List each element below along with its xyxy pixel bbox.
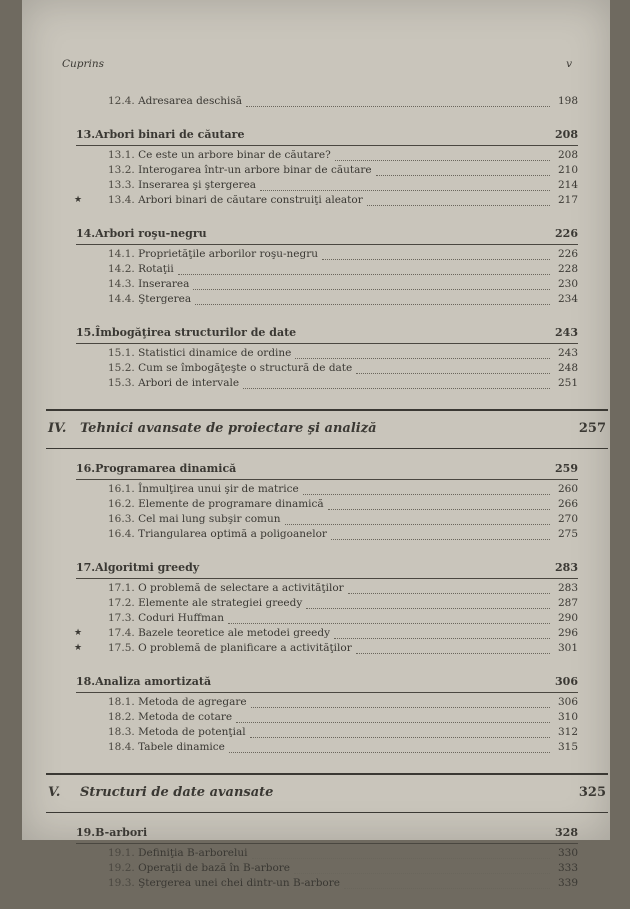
dot-leader bbox=[331, 530, 550, 540]
toc-entry bbox=[76, 193, 578, 208]
chapter-page: 208 bbox=[555, 128, 578, 141]
section-number: 17.5. bbox=[108, 642, 135, 654]
section-number: 19.1. bbox=[108, 847, 135, 859]
toc-entry bbox=[76, 376, 578, 391]
chapter-page: 283 bbox=[555, 561, 578, 574]
section-page: 217 bbox=[557, 194, 578, 206]
dot-leader bbox=[246, 97, 550, 107]
part-heading bbox=[46, 773, 608, 813]
section-page: 283 bbox=[557, 582, 578, 594]
section-number: 19.3. bbox=[108, 877, 135, 889]
toc-entry bbox=[76, 277, 578, 292]
section-page: 312 bbox=[557, 726, 578, 738]
toc-entry bbox=[76, 641, 578, 656]
section-number: 13.3. bbox=[108, 179, 135, 191]
toc-entry bbox=[76, 512, 578, 527]
dot-leader bbox=[195, 295, 550, 305]
toc-entry bbox=[76, 876, 578, 891]
chapter-heading bbox=[76, 226, 578, 242]
chapter-title: 18.Analiza amortizată bbox=[76, 675, 212, 688]
section-page: 208 bbox=[557, 149, 578, 161]
section-title: Interogarea într-un arbore binar de căutare bbox=[138, 164, 372, 176]
part-title: Structuri de date avansate bbox=[80, 785, 274, 800]
part-number: V. bbox=[48, 785, 61, 800]
part-page: 257 bbox=[578, 421, 606, 436]
toc-entry bbox=[76, 361, 578, 376]
starred-section-icon: ★ bbox=[74, 628, 83, 638]
toc-entry bbox=[76, 581, 578, 596]
section-title: Proprietăţile arborilor roşu-negru bbox=[138, 248, 319, 260]
section-page: 290 bbox=[557, 612, 578, 624]
section-title: Arbori binari de căutare construiţi aleator bbox=[138, 194, 363, 206]
section-title: Triangularea optimă a poligoanelor bbox=[138, 528, 327, 540]
section-title: Metoda de cotare bbox=[138, 711, 233, 723]
dot-leader bbox=[328, 500, 550, 510]
section-page: 296 bbox=[557, 627, 578, 639]
section-page: 306 bbox=[557, 696, 578, 708]
section-title: O problemă de planificare a activităţilor bbox=[138, 642, 352, 654]
chapter-heading bbox=[76, 325, 578, 341]
section-page: 287 bbox=[557, 597, 578, 609]
dot-leader bbox=[243, 379, 550, 389]
chapter-heading bbox=[76, 127, 578, 143]
section-page: 226 bbox=[557, 248, 578, 260]
dot-leader bbox=[356, 364, 550, 374]
table-of-contents bbox=[48, 94, 606, 909]
section-title: Cum se îmbogăţeşte o structură de date bbox=[138, 362, 353, 374]
section-page: 214 bbox=[557, 179, 578, 191]
section-number: 17.1. bbox=[108, 582, 135, 594]
chapter-heading bbox=[76, 461, 578, 477]
chapter-heading bbox=[76, 825, 578, 841]
section-page: 339 bbox=[557, 877, 578, 889]
section-page: 315 bbox=[557, 741, 578, 753]
dot-leader bbox=[228, 614, 550, 624]
section-number: 15.3. bbox=[108, 377, 135, 389]
part-title: Tehnici avansate de proiectare şi analiză bbox=[80, 421, 377, 436]
toc-entry bbox=[76, 262, 578, 277]
chapter-title: 17.Algoritmi greedy bbox=[76, 561, 200, 574]
chapter-rule bbox=[76, 145, 578, 146]
toc-entry bbox=[76, 247, 578, 262]
section-title: Inserarea şi ştergerea bbox=[138, 179, 257, 191]
section-number: 15.1. bbox=[108, 347, 135, 359]
dot-leader bbox=[236, 713, 550, 723]
section-page: 270 bbox=[557, 513, 578, 525]
part-page: 325 bbox=[578, 785, 606, 800]
section-page: 230 bbox=[557, 278, 578, 290]
toc-block bbox=[76, 825, 578, 891]
toc-entry bbox=[76, 497, 578, 512]
chapter-title: 13.Arbori binari de căutare bbox=[76, 128, 245, 141]
starred-section-icon: ★ bbox=[74, 643, 83, 653]
section-title: Inserarea bbox=[138, 278, 190, 290]
toc-entry bbox=[76, 292, 578, 307]
running-header bbox=[62, 58, 572, 74]
section-page: 251 bbox=[557, 377, 578, 389]
section-number: 18.4. bbox=[108, 741, 135, 753]
section-page: 333 bbox=[557, 862, 578, 874]
section-title: Ştergerea unei chei dintr-un B-arbore bbox=[138, 877, 340, 889]
section-number: 13.4. bbox=[108, 194, 135, 206]
section-title: Metoda de agregare bbox=[138, 696, 247, 708]
section-number: 16.1. bbox=[108, 483, 135, 495]
toc-entry bbox=[76, 861, 578, 876]
section-title: Rotaţii bbox=[138, 263, 174, 275]
section-title: Elemente ale strategiei greedy bbox=[138, 597, 303, 609]
section-page: 243 bbox=[557, 347, 578, 359]
section-number: 18.1. bbox=[108, 696, 135, 708]
section-number: 18.3. bbox=[108, 726, 135, 738]
dot-leader bbox=[334, 629, 550, 639]
section-number: 14.1. bbox=[108, 248, 135, 260]
header-page-number: v bbox=[566, 58, 572, 70]
chapter-heading bbox=[76, 560, 578, 576]
book-page bbox=[22, 0, 610, 889]
dot-leader bbox=[251, 698, 550, 708]
section-title: Elemente de programare dinamică bbox=[138, 498, 324, 510]
dot-leader bbox=[295, 349, 550, 359]
toc-entry bbox=[76, 725, 578, 740]
toc-entry bbox=[76, 710, 578, 725]
section-number: 19.2. bbox=[108, 862, 135, 874]
toc-entry bbox=[76, 626, 578, 641]
header-section-title: Cuprins bbox=[62, 58, 105, 70]
toc-entry bbox=[76, 482, 578, 497]
chapter-page: 328 bbox=[555, 826, 578, 839]
dot-leader bbox=[322, 250, 550, 260]
section-title: Bazele teoretice ale metodei greedy bbox=[138, 627, 331, 639]
section-number: 18.2. bbox=[108, 711, 135, 723]
section-title: Cel mai lung subşir comun bbox=[138, 513, 281, 525]
toc-block bbox=[76, 461, 578, 542]
chapter-title: 16.Programarea dinamică bbox=[76, 462, 237, 475]
toc-block bbox=[76, 560, 578, 656]
section-page: 266 bbox=[557, 498, 578, 510]
section-title: Statistici dinamice de ordine bbox=[138, 347, 292, 359]
section-number: 16.3. bbox=[108, 513, 135, 525]
section-number: 17.4. bbox=[108, 627, 135, 639]
part-number: IV. bbox=[48, 421, 67, 436]
section-page: 310 bbox=[557, 711, 578, 723]
toc-block bbox=[76, 674, 578, 755]
toc-entry bbox=[76, 611, 578, 626]
section-number: 15.2. bbox=[108, 362, 135, 374]
chapter-page: 226 bbox=[555, 227, 578, 240]
toc-block bbox=[76, 325, 578, 391]
chapter-rule bbox=[76, 479, 578, 480]
toc-entry bbox=[76, 94, 578, 109]
section-page: 260 bbox=[557, 483, 578, 495]
section-number: 14.2. bbox=[108, 263, 135, 275]
section-title: Definiţia B-arborelui bbox=[138, 847, 248, 859]
toc-block bbox=[76, 127, 578, 208]
toc-entry bbox=[76, 740, 578, 755]
section-number: 17.3. bbox=[108, 612, 135, 624]
section-page: 248 bbox=[557, 362, 578, 374]
section-title: O problemă de selectare a activităţilor bbox=[138, 582, 344, 594]
dot-leader bbox=[335, 151, 550, 161]
section-number: 14.4. bbox=[108, 293, 135, 305]
chapter-heading bbox=[76, 674, 578, 690]
toc-entry bbox=[76, 846, 578, 861]
chapter-rule bbox=[76, 343, 578, 344]
chapter-title: 14.Arbori roşu-negru bbox=[76, 227, 207, 240]
chapter-page: 243 bbox=[555, 326, 578, 339]
dot-leader bbox=[260, 181, 550, 191]
dot-leader bbox=[178, 265, 550, 275]
section-page: 210 bbox=[557, 164, 578, 176]
toc-entry bbox=[76, 178, 578, 193]
section-number: 12.4. bbox=[108, 95, 135, 107]
chapter-title: 15.Îmbogăţirea structurilor de date bbox=[76, 326, 297, 339]
section-number: 16.2. bbox=[108, 498, 135, 510]
section-page: 234 bbox=[557, 293, 578, 305]
section-title: Coduri Huffman bbox=[138, 612, 224, 624]
toc-entry bbox=[76, 346, 578, 361]
dot-leader bbox=[250, 728, 550, 738]
chapter-rule bbox=[76, 578, 578, 579]
section-page: 198 bbox=[557, 95, 578, 107]
section-page: 228 bbox=[557, 263, 578, 275]
section-title: Ştergerea bbox=[138, 293, 192, 305]
section-number: 13.1. bbox=[108, 149, 135, 161]
section-page: 275 bbox=[557, 528, 578, 540]
dot-leader bbox=[229, 743, 550, 753]
toc-entry bbox=[76, 163, 578, 178]
part-heading bbox=[46, 409, 608, 449]
section-number: 16.4. bbox=[108, 528, 135, 540]
chapter-page: 259 bbox=[555, 462, 578, 475]
section-number: 14.3. bbox=[108, 278, 135, 290]
dot-leader bbox=[294, 864, 550, 874]
section-title: Tabele dinamice bbox=[138, 741, 225, 753]
toc-entry bbox=[76, 596, 578, 611]
dot-leader bbox=[285, 515, 550, 525]
chapter-rule bbox=[76, 244, 578, 245]
section-title: Operaţii de bază în B-arbore bbox=[138, 862, 291, 874]
chapter-rule bbox=[76, 692, 578, 693]
toc-entry bbox=[76, 695, 578, 710]
section-title: Ce este un arbore binar de căutare? bbox=[138, 149, 331, 161]
starred-section-icon: ★ bbox=[74, 195, 83, 205]
dot-leader bbox=[303, 485, 550, 495]
dot-leader bbox=[376, 166, 550, 176]
section-page: 330 bbox=[557, 847, 578, 859]
section-number: 17.2. bbox=[108, 597, 135, 609]
chapter-page: 306 bbox=[555, 675, 578, 688]
section-page: 301 bbox=[557, 642, 578, 654]
toc-entry bbox=[76, 148, 578, 163]
dot-leader bbox=[348, 584, 550, 594]
dot-leader bbox=[306, 599, 550, 609]
dot-leader bbox=[252, 849, 551, 859]
dot-leader bbox=[367, 196, 550, 206]
dot-leader bbox=[344, 879, 550, 889]
section-number: 13.2. bbox=[108, 164, 135, 176]
section-title: Adresarea deschisă bbox=[138, 95, 243, 107]
dot-leader bbox=[356, 644, 550, 654]
section-title: Înmulţirea unui şir de matrice bbox=[138, 483, 299, 495]
chapter-title: 19.B-arbori bbox=[76, 826, 148, 839]
toc-entry bbox=[76, 527, 578, 542]
toc-block bbox=[76, 226, 578, 307]
section-title: Arbori de intervale bbox=[138, 377, 240, 389]
dot-leader bbox=[193, 280, 550, 290]
section-title: Metoda de potenţial bbox=[138, 726, 246, 738]
chapter-rule bbox=[76, 843, 578, 844]
toc-block bbox=[76, 94, 578, 109]
